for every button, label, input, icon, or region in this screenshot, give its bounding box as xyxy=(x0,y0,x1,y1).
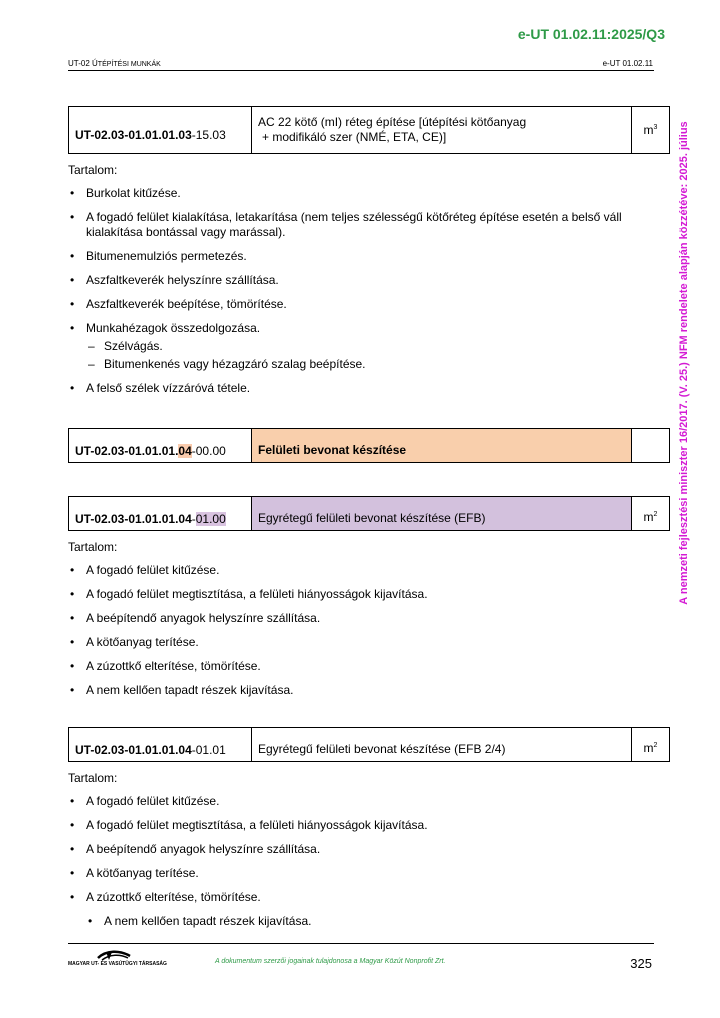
item-description-line: + modifikáló szer (NMÉ, ETA, CE)] xyxy=(262,130,447,144)
page-number: 325 xyxy=(630,956,652,971)
item-unit xyxy=(632,107,670,154)
list-item: • A kötőanyag terítése. xyxy=(68,635,648,650)
item-code-dash: - xyxy=(191,511,196,526)
header-chapter-prefix: UT-02 Ú xyxy=(68,59,98,68)
list-item: • A fogadó felület kitűzése. xyxy=(68,794,648,809)
item-code-table-4 xyxy=(68,727,670,762)
list-item: • A zúzottkő elterítése, tömörítése. xyxy=(68,659,648,674)
item-code-highlight: 04 xyxy=(178,443,192,458)
list-item: • A zúzottkő elterítése, tömörítése. xyxy=(68,890,648,905)
content-heading: Tartalom: xyxy=(68,540,118,554)
sub-list-item: – Szélvágás. xyxy=(86,339,648,354)
header-divider xyxy=(68,70,654,71)
footer-divider xyxy=(68,943,654,944)
sub-list-item: – Bitumenkenés vagy hézagzáró szalag beépítése. xyxy=(86,357,648,372)
item-code-bold: UT-02.03-01.01.01. xyxy=(75,443,179,458)
item-description: Felületi bevonat készítése xyxy=(252,429,632,463)
item-description: Egyrétegű felületi bevonat készítése (EFB) xyxy=(252,497,632,531)
unit-exponent: 2 xyxy=(653,741,658,749)
item-description: Egyrétegű felületi bevonat készítése (EFB 2/4) xyxy=(252,728,632,762)
list-item-text: Munkahézagok összedolgozása. xyxy=(86,321,261,335)
list-item: • A fogadó felület kialakítása, letakarítása (nem teljes szélességű kötőréteg építése esetén a belső váll kialakítása bontással vagy marással). xyxy=(68,210,648,240)
item-code-bold: UT-02.03-01.01.01.03 xyxy=(75,128,192,142)
item-code-rest: -01.01 xyxy=(191,742,226,757)
item-code-bold: UT-02.03-01.01.01.04 xyxy=(75,742,192,757)
header-doc-ref: e-UT 01.02.11 xyxy=(602,59,653,68)
sub-list xyxy=(86,339,648,372)
unit-text: m xyxy=(643,509,654,524)
content-list-3 xyxy=(68,563,648,707)
unit-exponent: 3 xyxy=(653,124,658,131)
content-heading: Tartalom: xyxy=(68,771,118,785)
list-item: • Aszfaltkeverék beépítése, tömörítése. xyxy=(68,297,648,312)
unit-exponent: 2 xyxy=(653,510,658,518)
item-code xyxy=(69,429,252,463)
unit-text: m xyxy=(643,123,654,137)
item-code-rest: -15.03 xyxy=(191,128,226,142)
list-item: • A fogadó felület kitűzése. xyxy=(68,563,648,578)
list-item: • Aszfaltkeverék helyszínre szállítása. xyxy=(68,273,648,288)
item-code-bold: UT-02.03-01.01.01.04 xyxy=(75,511,192,526)
item-code-rest: -00.00 xyxy=(191,443,226,458)
item-unit xyxy=(632,497,670,531)
list-item: • A nem kellően tapadt részek kijavítása. xyxy=(68,914,648,929)
list-item: • A nem kellően tapadt részek kijavítása. xyxy=(68,683,648,698)
society-logo-text: MAGYAR UT- ÉS VASÚTÜGYI TÁRSASÁG xyxy=(68,961,167,967)
item-description xyxy=(252,107,632,154)
item-description-line: AC 22 kötő (mI) réteg építése [útépítési kötőanyag xyxy=(258,115,527,129)
content-list-1 xyxy=(68,186,648,405)
list-item: • A kötőanyag terítése. xyxy=(68,866,648,881)
item-code-highlight: 01.00 xyxy=(195,511,226,526)
side-publication-note: A nemzeti fejlesztési miniszter 16/2017. (V. 25.) NFM rendelete alapján közzétéve: 2025. július xyxy=(678,121,690,605)
item-code-table-2 xyxy=(68,428,670,463)
list-item: • Bitumenemulziós permetezés. xyxy=(68,249,648,264)
copyright-notice: A dokumentum szerzői jogainak tulajdonosa a Magyar Közút Nonprofit Zrt. xyxy=(215,958,446,965)
header-chapter-smallcaps: TÉPÍTÉSI MUNKÁK xyxy=(97,61,161,68)
header-chapter xyxy=(68,59,161,68)
content-list-4 xyxy=(68,794,648,938)
unit-text: m xyxy=(643,740,654,755)
content-heading: Tartalom: xyxy=(68,163,118,177)
list-item xyxy=(68,321,648,372)
list-item: • A felső szélek vízzáróvá tétele. xyxy=(68,381,648,396)
list-item: • A fogadó felület megtisztítása, a felületi hiányosságok kijavítása. xyxy=(68,587,648,602)
item-code xyxy=(69,728,252,762)
list-item: • A beépítendő anyagok helyszínre szállítása. xyxy=(68,611,648,626)
item-unit xyxy=(632,429,670,463)
item-code xyxy=(69,107,252,154)
document-code: e-UT 01.02.11:2025/Q3 xyxy=(517,26,665,42)
item-unit xyxy=(632,728,670,762)
item-code-table-1 xyxy=(68,106,670,154)
list-item: • Burkolat kitűzése. xyxy=(68,186,648,201)
item-code-table-3 xyxy=(68,496,670,531)
list-item: • A beépítendő anyagok helyszínre szállítása. xyxy=(68,842,648,857)
item-code xyxy=(69,497,252,531)
list-item: • A fogadó felület megtisztítása, a felületi hiányosságok kijavítása. xyxy=(68,818,648,833)
